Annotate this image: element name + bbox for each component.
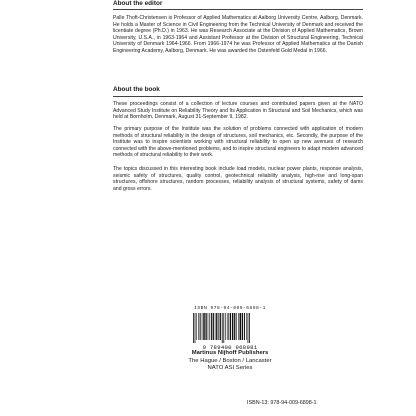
barcode-bar	[195, 313, 196, 343]
barcode-bar	[227, 313, 228, 340]
barcode-bar	[244, 313, 245, 340]
editor-heading: About the editor	[113, 0, 163, 7]
barcode-bar	[230, 313, 231, 340]
barcode-isbn-text: ISBN 978-94-009-6898-1	[194, 306, 266, 311]
publisher-block	[150, 350, 310, 373]
barcode-bar	[234, 313, 235, 340]
barcode-bar	[200, 313, 201, 340]
barcode-bar	[232, 313, 234, 340]
barcode-bar	[248, 313, 249, 343]
barcode-bar	[236, 313, 237, 340]
barcode-bar	[205, 313, 206, 340]
book-divider	[113, 96, 363, 97]
barcode-bar	[209, 313, 210, 340]
barcode-bars	[190, 313, 270, 343]
barcode-bar	[225, 313, 226, 340]
barcode-bar	[213, 313, 214, 340]
barcode-bar	[196, 313, 197, 340]
barcode-bar	[216, 313, 217, 340]
barcode-block	[190, 306, 270, 351]
barcode-bar	[228, 313, 229, 340]
publisher-cities: The Hague / Boston / Lancaster	[188, 357, 272, 364]
book-heading: About the book	[113, 86, 160, 93]
publisher-series: NATO ASI Series	[207, 365, 253, 371]
barcode-bar	[240, 313, 242, 340]
barcode-bar	[202, 313, 203, 340]
barcode-bar	[220, 313, 221, 340]
book-paragraph: The primary purpose of the Institute was the solution of problems connected with application of modern methods of structural reliability in the design of structures, soil mechanics, etc. Secondly, the purpose of the Institute was to inspire scientists working with structural reliability to open up new avenues of research connected with the above-mentioned problems, and to inspire structural engineers to adapt modern advanced methods of structural reliability to their work.	[113, 126, 363, 159]
barcode-bar	[198, 313, 199, 340]
editor-bio: Palle Thoft-Christensen is Professor of Applied Mathematics at Aalborg University Centre, Aalborg, Denmark. He holds a Master of Science in Civil Engineering from the Technical University of Denmark and received the licentiate degree (Ph.D.) in 1963. He was Research Associate at the Division of Applied Mathematics, Brown University, U.S.A., in 1963-1964 and Assistant Professor at the Division of Structural Engineering, Technical University of Denmark 1964-1966. From 1966-1974 he was Professor of Applied Mathematics at the Danish Engineering Academy, Aalborg, Denmark. He was awarded the Ostenfeld Gold Medal in 1966.	[113, 15, 363, 54]
editor-divider	[113, 9, 363, 10]
barcode-bar	[193, 313, 194, 343]
barcode-digits: 9 789400 968981	[202, 344, 258, 351]
barcode-bar	[242, 313, 243, 340]
publisher-name: Martinus Nijhoff Publishers	[191, 350, 269, 356]
barcode-bar	[246, 313, 247, 340]
isbn-bottom: ISBN-13: 978-94-009-6898-1	[247, 400, 317, 406]
barcode-bar	[222, 313, 223, 343]
barcode-icon	[190, 313, 270, 343]
barcode-bar	[211, 313, 212, 340]
barcode-bar	[203, 313, 205, 340]
barcode-bar	[223, 313, 224, 343]
barcode-bar	[208, 313, 209, 340]
barcode-bar	[218, 313, 219, 340]
barcode-bar	[249, 313, 250, 343]
barcode-bar	[238, 313, 239, 340]
book-paragraph: The topics discussed in this interesting book include load models, nuclear power plants, response analysis, seismic safety of structures, quality control, geotechnical reliability analysis, high-rise and long-span structures, offshore structures, random processes, reliability analysis of structural systems, safety of dams and gross errors.	[113, 166, 363, 192]
barcode-bar	[215, 313, 216, 340]
book-paragraph: These proceedings consist of a collection of lecture courses and contributed papers given at the NATO Advanced Study Institute on Reliability Theory and Its Application in Structural and Soil Mechanics, which was held at Bornholm, Denmark, August 31-September 9, 1982.	[113, 101, 363, 121]
